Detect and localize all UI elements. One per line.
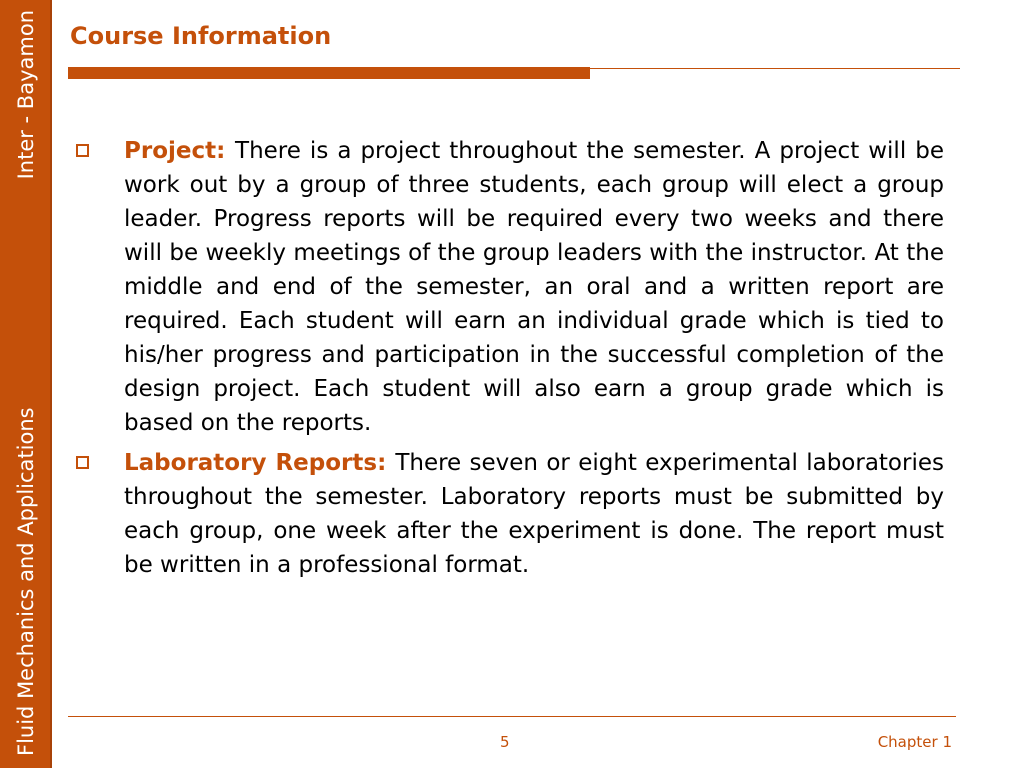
sidebar-institution: Inter - Bayamon	[14, 10, 38, 180]
page-title: Course Information	[70, 22, 332, 50]
page-number: 5	[500, 733, 510, 751]
content-area	[72, 134, 944, 588]
sidebar-course-title: Fluid Mechanics and Applications	[14, 407, 38, 756]
bullet-heading: Laboratory Reports:	[124, 450, 396, 476]
title-underline-thick	[68, 67, 590, 79]
sidebar	[0, 0, 52, 768]
bullet-text: There is a project throughout the semester. A project will be work out by a group of three students, each group will elect a group leader. Progress reports will be required every two weeks and there will be weekly meetings of the group leaders with the instructor. At the middle and end of the semester, an oral and a written report are required. Each student will earn an individual grade which is tied to his/her progress and participation in the successful completion of the design project. Each student will also earn a group grade which is based on the reports.	[124, 138, 944, 436]
bullet-text: There seven or eight experimental laboratories throughout the semester. Laboratory reports must be submitted by each group, one week after the experiment is done. The report must be written in a professional format.	[124, 450, 944, 578]
bullet-laboratory-reports	[72, 446, 944, 582]
square-bullet-icon	[76, 456, 89, 469]
chapter-label: Chapter 1	[877, 733, 952, 751]
bullet-heading: Project:	[124, 138, 236, 164]
square-bullet-icon	[76, 144, 89, 157]
title-underline-thin	[590, 68, 960, 69]
footer-divider	[68, 716, 956, 717]
sidebar-text	[0, 0, 52, 768]
bullet-project	[72, 134, 944, 440]
